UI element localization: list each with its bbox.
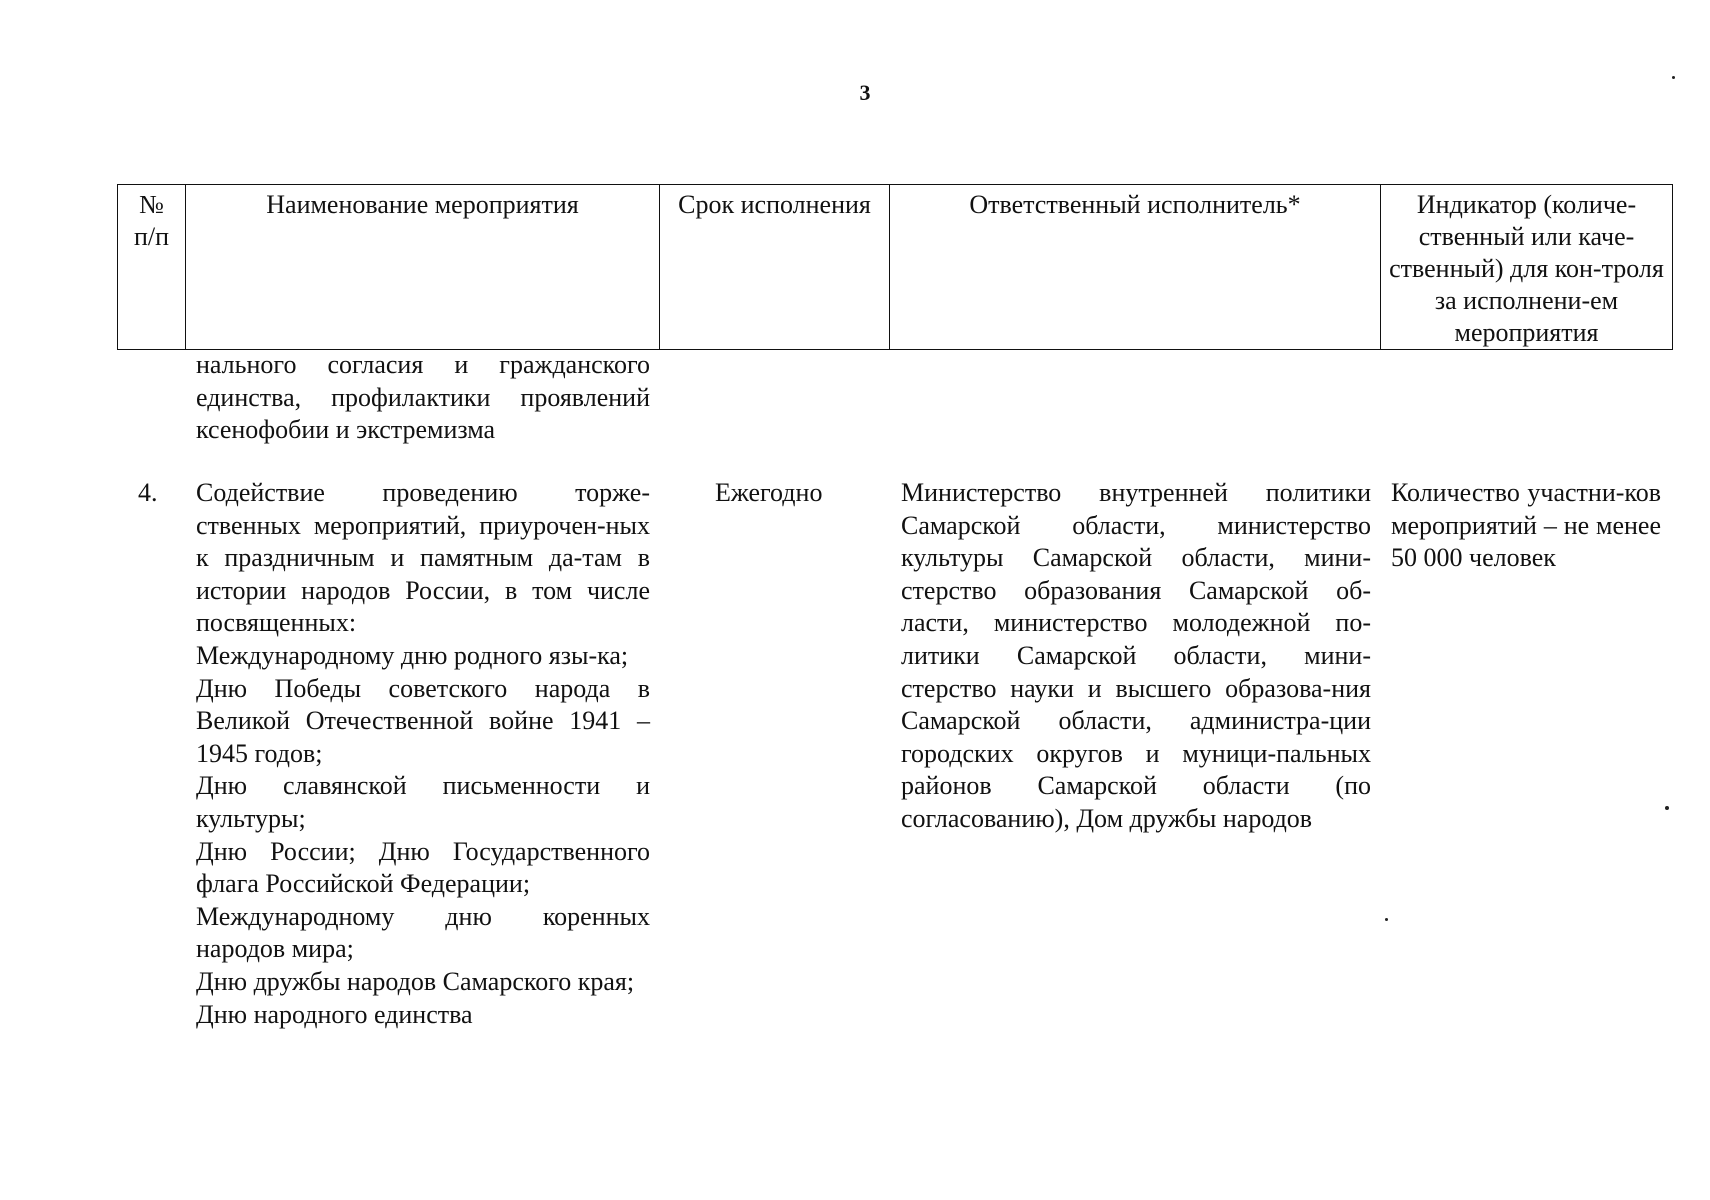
event-name-paragraph: Международному дню родного язы-ка; <box>196 640 629 670</box>
event-name <box>196 477 650 1031</box>
event-name-paragraph: Содействие проведению торже-ственных мероприятий, приурочен-ных к праздничным и памятным да-там в истории народов России, в том числе посвященных: <box>196 478 650 638</box>
table-header <box>117 184 1673 350</box>
responsible-cell: Министерство внутренней политики Самарской области, министерство культуры Самарской области, мини-стерство образования Самарской об-ласти, министерство молодежной по-литики Самарской области, мини-стерство науки и высшего образова-ния Самарской области, администра-ции городских округов и муници-пальных районов Самарской области (по согласованию), Дом дружбы народов <box>901 478 1371 833</box>
event-name-paragraph: Дню дружбы народов Самарского края; <box>196 966 635 996</box>
event-name-paragraph: Дню народного единства <box>196 999 473 1029</box>
header-term: Срок исполнения <box>660 185 890 350</box>
term-cell: Ежегодно <box>715 478 823 507</box>
header-indicator: Индикатор (количе-ственный или каче-ственный) для кон-троля за исполнени-ем мероприятия <box>1381 185 1673 350</box>
indicator-cell: Количество участни-ков мероприятий – не менее 50 000 человек <box>1391 478 1661 573</box>
header-responsible: Ответственный исполнитель* <box>890 185 1381 350</box>
row-number: 4. <box>138 478 158 507</box>
header-number: № п/п <box>118 185 186 350</box>
page-number: 3 <box>859 80 871 105</box>
header-name: Наименование мероприятия <box>186 185 660 350</box>
event-name-paragraph: Дню России; Дню Государственного флага Российской Федерации; <box>196 836 650 899</box>
scan-speck <box>1385 918 1388 921</box>
scan-speck <box>1665 806 1669 810</box>
scan-speck <box>1672 76 1675 79</box>
event-name-paragraph: Дню Победы советского народа в Великой Отечественной войне 1941 – 1945 годов; <box>196 673 650 768</box>
event-name-paragraph: Дню славянской письменности и культуры; <box>196 771 650 833</box>
event-name-paragraph: Международному дню коренных народов мира; <box>196 901 650 964</box>
continuation-text: нального согласия и гражданского единства, профилактики проявлений ксенофобии и экстремизма <box>196 350 650 445</box>
